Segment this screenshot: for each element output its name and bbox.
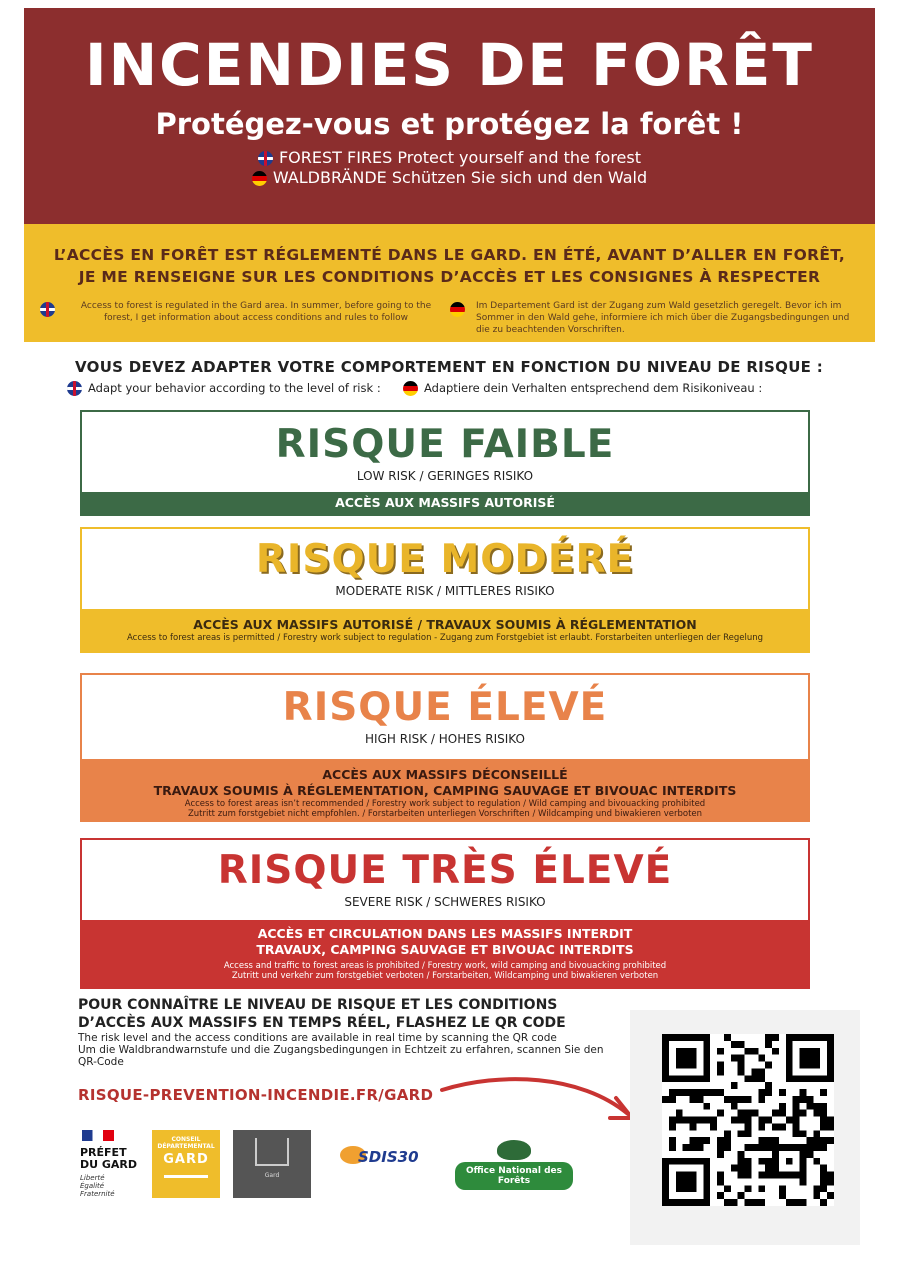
risk-moderate-card [80,527,810,653]
realtime-english: The risk level and the access conditions are available in real time by scanning the QR code [78,1032,557,1044]
prefet-motto-1: Liberté [80,1174,105,1182]
prefet-motto-3: Fraternité [80,1190,115,1198]
risk-high-translation-en: Access to forest areas isn’t recommended / Forestry work subject to regulation / Wild camping and bivouacking prohibited [184,799,706,809]
risk-high-card [80,673,810,822]
risk-severe-card [80,838,810,989]
conseil-departemental-gard-logo [152,1130,220,1198]
risk-moderate-rule [82,609,808,651]
risk-severe-title: RISQUE TRÈS ÉLEVÉ [217,848,673,893]
gard-logo-small-text: CONSEIL DÉPARTEMENTAL [157,1136,215,1150]
uk-flag-icon [67,381,82,396]
risk-low-card [80,410,810,516]
adapt-french-heading: VOUS DEVEZ ADAPTER VOTRE COMPORTEMENT EN FONCTION DU NIVEAU DE RISQUE : [75,358,824,376]
risk-high-rule-line-1: ACCÈS AUX MASSIFS DÉCONSEILLÉ [322,767,568,782]
risk-low-title: RISQUE FAIBLE [275,422,615,467]
header-banner [24,8,875,224]
german-flag-icon [450,302,465,317]
risk-severe-translation-de: Zutritt und verkehr zum forstgebiet verboten / Forstarbeiten, Wildcamping und biwakieren verboten [231,971,659,981]
uk-flag-icon [258,151,273,166]
risk-moderate-header [82,529,808,609]
building-icon [255,1138,289,1166]
communes-logo-text: Gard [264,1172,280,1179]
risk-low-header [82,412,808,492]
german-title-line [24,168,875,188]
french-flag-icon [82,1130,114,1141]
realtime-heading-line-1: POUR CONNAÎTRE LE NIVEAU DE RISQUE ET LES CONDITIONS [78,997,558,1013]
risk-low-rule: ACCÈS AUX MASSIFS AUTORISÉ [82,492,808,514]
risk-high-subtitle: HIGH RISK / HOHES RISIKO [365,732,525,746]
risk-high-rule [82,759,808,820]
risk-moderate-rule-text: ACCÈS AUX MASSIFS AUTORISÉ / TRAVAUX SOUMIS À RÉGLEMENTATION [193,617,697,632]
realtime-german: Um die Waldbrandwarnstufe und die Zugangsbedingungen in Echtzeit zu erfahren, scannen Sie den QR-Code [78,1044,604,1068]
bridge-icon [164,1175,208,1203]
german-flag-icon [252,171,267,186]
risk-low-subtitle: LOW RISK / GERINGES RISIKO [356,469,534,483]
adapt-german-text: Adaptiere dein Verhalten entsprechend dem Risikoniveau : [424,381,763,395]
website-link[interactable]: RISQUE-PREVENTION-INCENDIE.FR/GARD [78,1086,434,1104]
uk-flag-icon [40,302,55,317]
prefet-title-2: DU GARD [80,1158,138,1171]
access-notice-english [66,300,446,324]
risk-high-header [82,675,808,759]
adapt-translations [75,381,835,397]
adapt-english [67,381,381,396]
page-subtitle: Protégez-vous et protégez la forêt ! [155,107,744,141]
risk-high-translation-de: Zutritt zum forstgebiet nicht empfohlen. / Forstarbeiten unterliegen Vorschriften / Wildcamping und biwakieren verboten [187,809,703,819]
risk-severe-translation-en: Access and traffic to forest areas is prohibited / Forestry work, wild camping and bivouacking prohibited [223,961,667,971]
english-title-line [24,148,875,168]
access-notice-main [24,244,875,288]
adapt-german [403,381,762,396]
adapt-english-text: Adapt your behavior according to the level of risk : [88,381,381,395]
tree-icon [497,1140,531,1160]
prefet-du-gard-logo [80,1130,150,1198]
partner-logos [80,1128,600,1208]
risk-high-title: RISQUE ÉLEVÉ [282,685,608,730]
prefet-motto-2: Égalité [80,1182,105,1190]
german-title-text: WALDBRÄNDE Schützen Sie sich und den Wald [272,168,648,187]
risk-severe-rule [82,920,808,987]
access-german-text: Im Departement Gard ist der Zugang zum Wald gesetzlich geregelt. Bevor ich im Sommer in den Wald gehe, informiere ich mich über die Zugangsbedingungen und die zu beachtenden Vorschriften. [476,301,850,335]
onf-logo [455,1140,573,1190]
risk-severe-rule-line-1: ACCÈS ET CIRCULATION DANS LES MASSIFS INTERDIT [257,926,633,941]
english-title-text: FOREST FIRES Protect yourself and the forest [278,148,642,167]
sdis30-logo [336,1140,436,1190]
arrow-icon [440,1070,640,1130]
onf-logo-text: Office National des Forêts [455,1162,573,1190]
risk-severe-subtitle: SEVERE RISK / SCHWERES RISIKO [344,895,546,909]
german-flag-icon [403,381,418,396]
communes-gard-logo [233,1130,311,1198]
risk-moderate-subtitle: MODERATE RISK / MITTLERES RISIKO [335,584,555,598]
prefet-title-1: PRÉFET [80,1146,127,1159]
risk-high-rule-line-2: TRAVAUX SOUMIS À RÉGLEMENTATION, CAMPING SAUVAGE ET BIVOUAC INTERDITS [153,783,737,798]
access-notice [24,224,875,342]
risk-moderate-translation: Access to forest areas is permitted / Forestry work subject to regulation - Zugang zum Forstgebiet ist erlaubt. Forstarbeiten unterliegen der Regelung [126,633,764,643]
risk-moderate-title: RISQUE MODÉRÉ [255,537,635,582]
risk-severe-rule-line-2: TRAVAUX, CAMPING SAUVAGE ET BIVOUAC INTERDITS [256,942,634,957]
access-line-2: JE ME RENSEIGNE SUR LES CONDITIONS D’ACCÈS ET LES CONSIGNES À RESPECTER [78,268,821,286]
realtime-info [78,996,608,1068]
page-title: INCENDIES DE FORÊT [85,31,814,99]
access-notice-german [454,300,854,336]
gard-logo-name: GARD [163,1152,209,1167]
access-english-text: Access to forest is regulated in the Gard area. In summer, before going to the forest, I get information about access conditions and rules to follow [80,301,432,323]
realtime-heading-line-2: D’ACCÈS AUX MASSIFS EN TEMPS RÉEL, FLASHEZ LE QR CODE [78,1015,566,1031]
qr-code[interactable] [662,1034,834,1206]
sdis-logo-text: SDIS30 [358,1148,419,1166]
risk-severe-header [82,840,808,920]
adapt-behaviour [75,358,835,397]
access-line-1: L’ACCÈS EN FORÊT EST RÉGLEMENTÉ DANS LE GARD. EN ÉTÉ, AVANT D’ALLER EN FORÊT, [53,246,846,264]
